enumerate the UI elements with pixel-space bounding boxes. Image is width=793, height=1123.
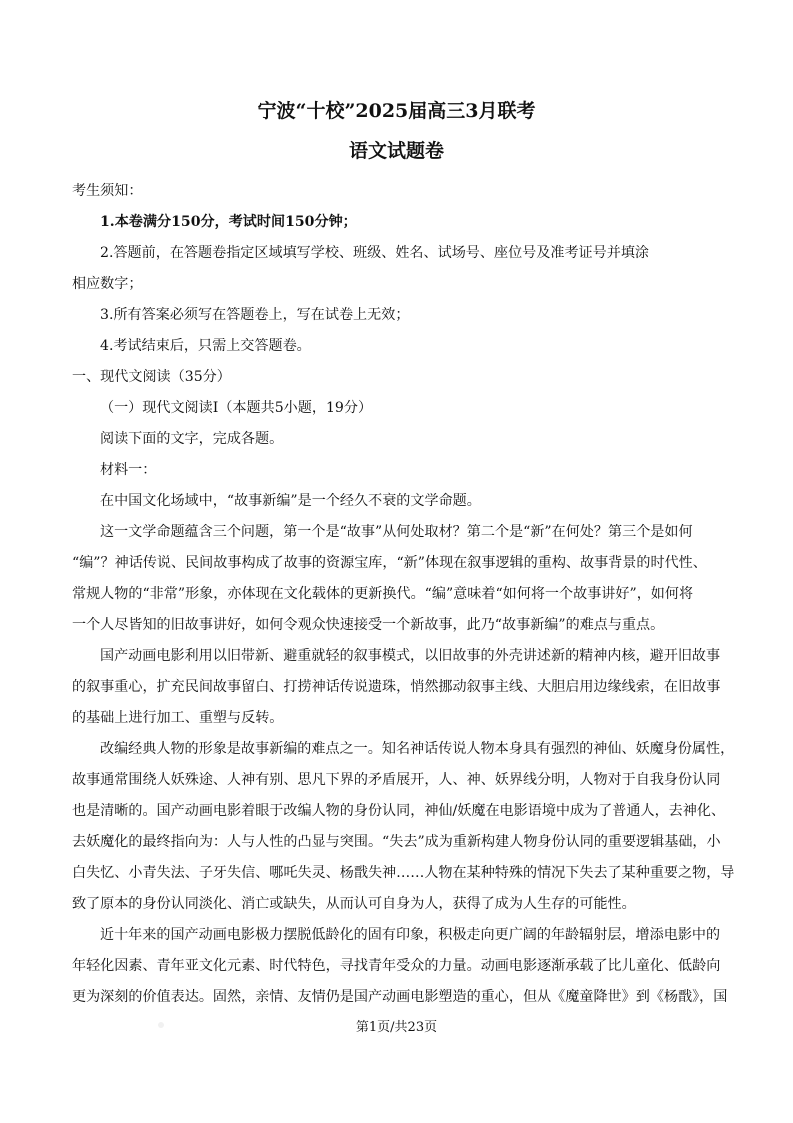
document-body bbox=[72, 176, 735, 1013]
notice-item: 1.本卷满分150分，考试时间150分钟； bbox=[100, 214, 357, 230]
paragraph-line: 白失忆、小青失法、子牙失信、哪吒失灵、杨戬失神……人物在某种特殊的情况下失去了某种重要之物，导 bbox=[72, 865, 735, 881]
material-label: 材料一： bbox=[100, 462, 157, 478]
paragraph-line: 去妖魔化的最终指向为：人与人性的凸显与突围。“失去”成为重新构建人物身份认同的重要逻辑基础，小 bbox=[72, 834, 721, 850]
notice-item: 4.考试结束后，只需上交答题卷。 bbox=[100, 338, 311, 354]
paragraph-line: 国产动画电影利用以旧带新、避重就轻的叙事模式，以旧故事的外壳讲述新的精神内核，避开旧故事 bbox=[100, 648, 721, 664]
notice-heading: 考生须知： bbox=[72, 183, 143, 199]
paragraph-line: 的叙事重心，扩充民间故事留白、打捞神话传说遗珠，悄然挪动叙事主线、大胆启用边缘线索，在旧故事 bbox=[72, 679, 721, 695]
paragraph-line: 改编经典人物的形象是故事新编的难点之一。知名神话传说人物本身具有强烈的神仙、妖魔身份属性， bbox=[100, 741, 735, 757]
paragraph-line: 在中国文化场域中，“故事新编”是一个经久不衰的文学命题。 bbox=[100, 493, 481, 509]
paragraph-line: 也是清晰的。国产动画电影着眼于改编人物的身份认同，神仙/妖魔在电影语境中成为了普通人，去神化、 bbox=[72, 803, 726, 819]
paragraph-line: 年轻化因素、青年亚文化元素、时代特色，寻找青年受众的力量。动画电影逐渐承载了比儿童化、低龄向 bbox=[72, 958, 721, 974]
reading-instruction: 阅读下面的文字，完成各题。 bbox=[100, 431, 284, 447]
paragraph-line: 一个人尽皆知的旧故事讲好，如何令观众快速接受一个新故事，此乃“故事新编”的难点与重点。 bbox=[72, 617, 665, 633]
exam-title: 宁波“十校”2025届高三3月联考 bbox=[257, 100, 536, 122]
paragraph-line: 致了原本的身份认同淡化、消亡或缺失，从而认可自身为人，获得了成为人生存的可能性。 bbox=[72, 896, 636, 912]
section-heading: 一、现代文阅读（35分） bbox=[72, 369, 231, 385]
paragraph-line: 常规人物的“非常”形象，亦体现在文化载体的更新换代。“编”意味着“如何将一个故事讲好”，如何将 bbox=[72, 586, 694, 602]
paragraph-line: 近十年来的国产动画电影极力摆脱低龄化的固有印象，积极走向更广阔的年龄辐射层，增添电影中的 bbox=[100, 927, 721, 943]
notice-item: 2.答题前，在答题卷指定区域填写学校、班级、姓名、试场号、座位号及准考证号并填涂 bbox=[100, 245, 650, 261]
paragraph-line: 的基础上进行加工、重塑与反转。 bbox=[72, 710, 284, 726]
paragraph-line: 这一文学命题蕴含三个问题，第一个是“故事”从何处取材？第二个是“新”在何处？第三个是如何 bbox=[100, 524, 693, 540]
notice-item: 3.所有答案必须写在答题卷上，写在试卷上无效； bbox=[100, 307, 410, 323]
paragraph-line: 故事通常围绕人妖殊途、人神有别、思凡下界的矛盾展开，人、神、妖界线分明，人物对于自我身份认同 bbox=[72, 772, 721, 788]
paragraph-line: 更为深刻的价值表达。固然，亲情、友情仍是国产动画电影塑造的重心，但从《魔童降世》到《杨戬》，国 bbox=[72, 989, 728, 1005]
paper-subtitle: 语文试题卷 bbox=[348, 140, 444, 162]
page-footer: 第1页/共23页 bbox=[355, 1020, 438, 1035]
paragraph-line: “编”？神话传说、民间故事构成了故事的资源宝库，“新”体现在叙事逻辑的重构、故事背景的时代性、 bbox=[72, 555, 707, 571]
subsection-heading: （一）现代文阅读Ⅰ（本题共5小题，19分） bbox=[100, 400, 373, 416]
notice-item-continuation: 相应数字； bbox=[72, 276, 143, 292]
